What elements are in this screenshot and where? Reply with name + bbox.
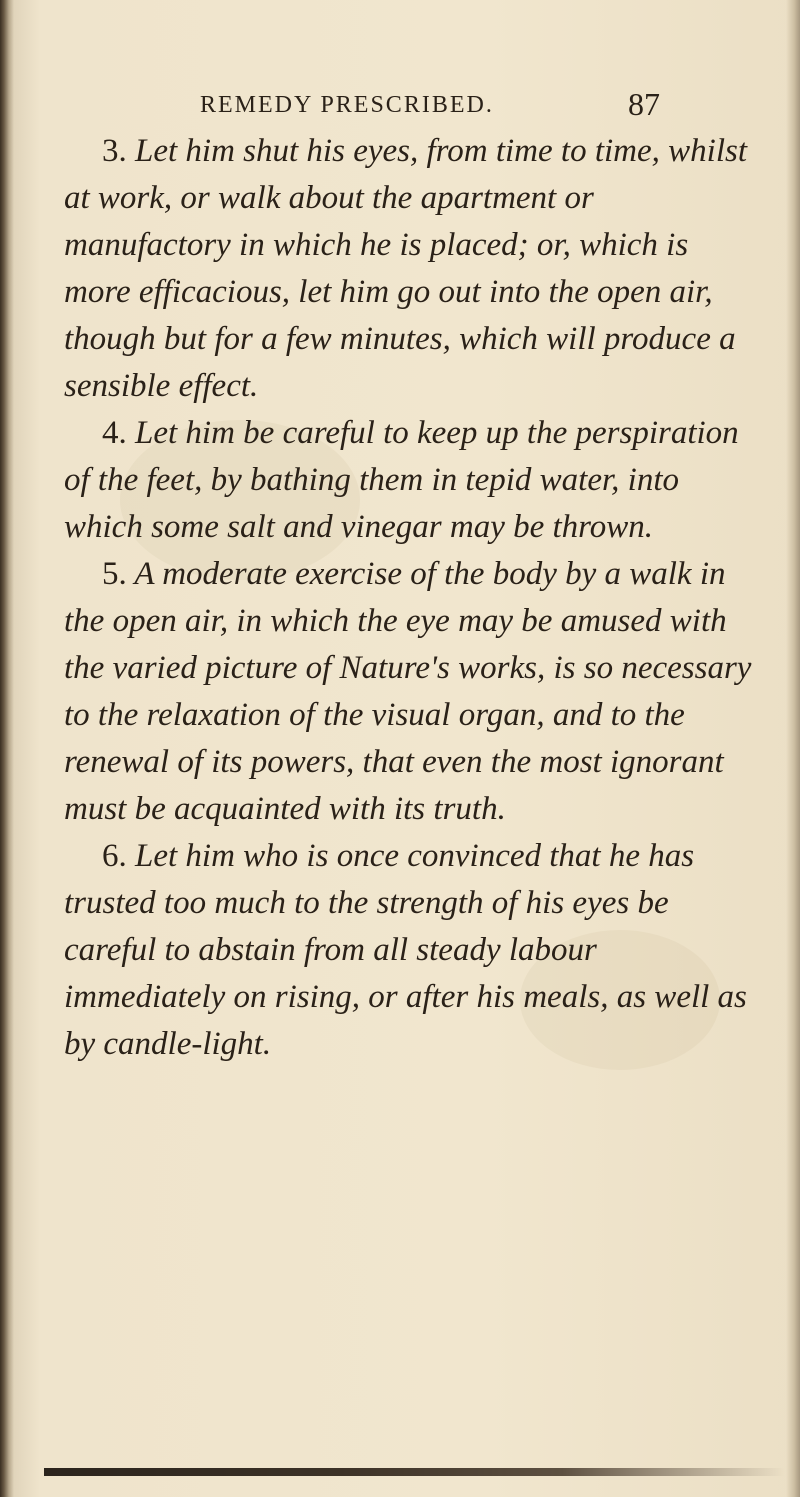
body-text <box>64 128 754 1068</box>
paragraph-text: Let him be careful to keep up the perspiration of the feet, by bathing them in tepid water, into which some salt and vinegar may be thrown. <box>64 415 739 545</box>
paragraph-number: 6. <box>102 838 127 874</box>
running-head <box>200 86 660 126</box>
page-outer-edge <box>786 0 800 1497</box>
paragraph-6 <box>64 833 754 1068</box>
paragraph-4 <box>64 410 754 551</box>
paragraph-5 <box>64 551 754 833</box>
paragraph-3 <box>64 128 754 410</box>
paragraph-number: 3. <box>102 133 127 169</box>
page-number: 87 <box>628 86 660 122</box>
paragraph-text: Let him shut his eyes, from time to time, whilst at work, or walk about the apartment or manufactory in which he is placed; or, which is more efficacious, let him go out into the open air, though but for a few minutes, which will produce a sensible effect. <box>64 133 747 404</box>
running-title: REMEDY PRESCRIBED. <box>200 92 494 118</box>
bottom-edge-shadow <box>44 1468 784 1476</box>
paragraph-number: 5. <box>102 556 127 592</box>
page-binding-edge <box>0 0 14 1497</box>
paragraph-text: Let him who is once convinced that he has trusted too much to the strength of his eyes be careful to abstain from all steady labour immediately on rising, or after his meals, as well as by candle-light. <box>64 838 747 1062</box>
paragraph-text: A moderate exercise of the body by a walk in the open air, in which the eye may be amused with the varied picture of Nature's works, is so necessary to the relaxation of the visual organ, and to the renewal of its powers, that even the most ignorant must be acquainted with its truth. <box>64 556 752 827</box>
paragraph-number: 4. <box>102 415 127 451</box>
